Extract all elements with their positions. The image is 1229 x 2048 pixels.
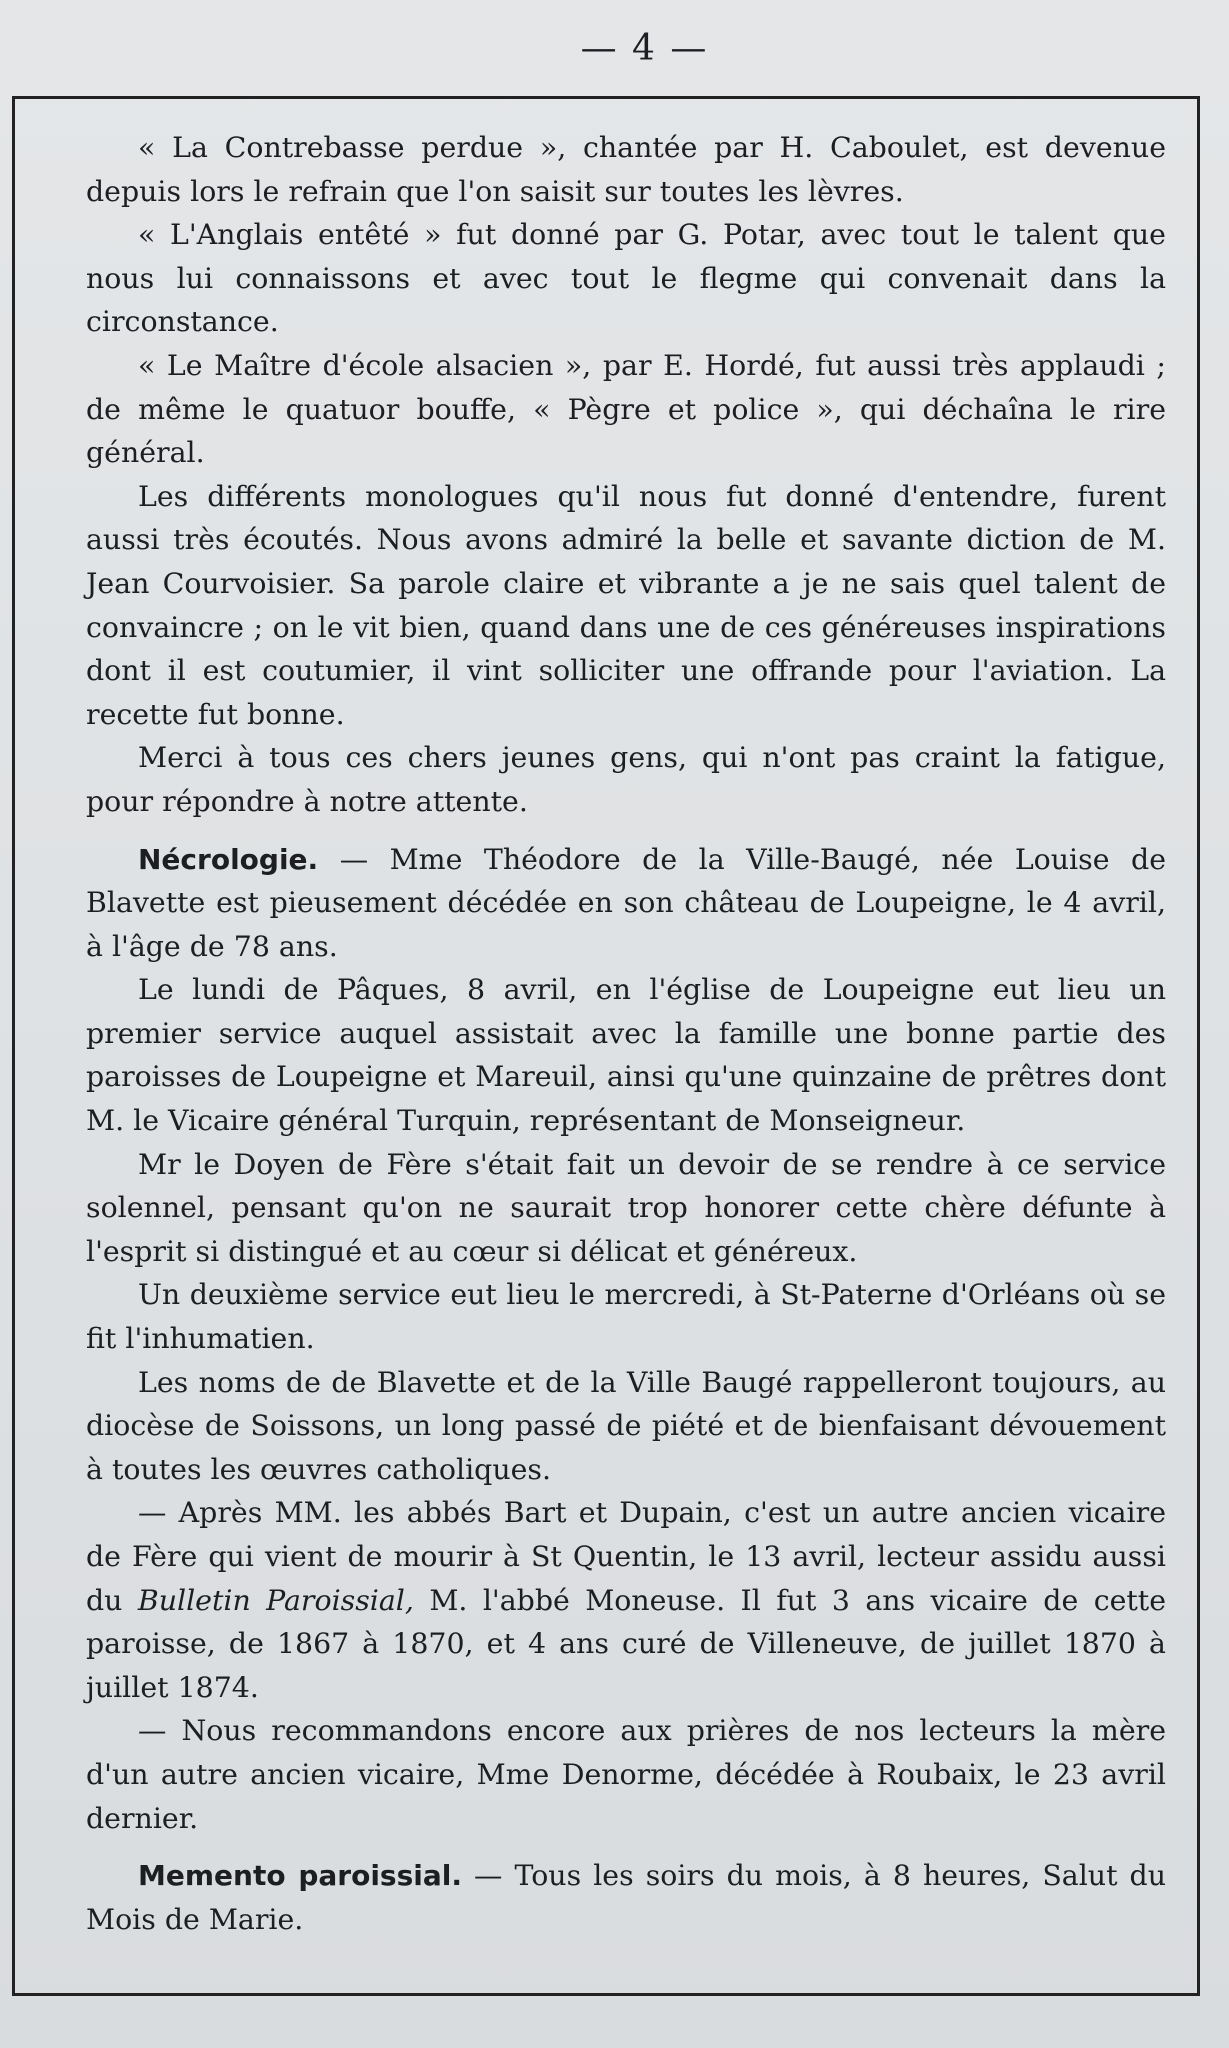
paragraph-contrebasse: « La Contrebasse perdue », chantée par H. Caboulet, est devenue depuis lors le refrain que l'on saisit sur toutes les lèvres.: [86, 131, 1166, 208]
paragraph-merci: Merci à tous ces chers jeunes gens, qui n'ont pas craint la fatigue, pour répondre à notre attente.: [86, 741, 1166, 818]
page-number: — 4 —: [580, 28, 709, 69]
paragraph-moneuse: [86, 1491, 1166, 1709]
paragraph-denorme: — Nous recommandons encore aux prières de nos lecteurs la mère d'un autre ancien vicaire, Mme Denorme, décédée à Roubaix, le 23 avril dernier.: [86, 1714, 1166, 1835]
paragraph-memento: [86, 1854, 1166, 1941]
paragraph-maitre-ecole: « Le Maître d'école alsacien », par E. Hordé, fut aussi très applaudi ; de même le quatuor bouffe, « Pègre et police », qui déchaîna le rire général.: [86, 348, 1166, 470]
paragraph-monologues: Les différents monologues qu'il nous fut donné d'entendre, furent aussi très écoutés. Nous avons admiré la belle et savante diction de M. Jean Courvoisier. Sa parole claire et vibrante a je ne sais quel talent de convaincre ; on le vit bien, quand dans une de ces généreuses inspirations dont il est coutumier, il vint solliciter une offrande pour l'aviation. La recette fut bonne.: [86, 479, 1166, 731]
paragraph-lundi-paques: Le lundi de Pâques, 8 avril, en l'église de Loupeigne eut lieu un premier service auquel assistait avec la famille une bonne partie des paroisses de Loupeigne et Mareuil, ainsi qu'une quinzaine de prêtres dont M. le Vicaire général Turquin, représentant de Monseigneur.: [86, 973, 1166, 1138]
necrologie-text: — Mme Théodore de la Ville-Baugé, née Louise de Blavette est pieusement décédée en son château de Loupeigne, le 4 avril, à l'âge de 78 ans.: [86, 842, 1166, 963]
paragraph-doyen: Mr le Doyen de Fère s'était fait un devoir de se rendre à ce service solennel, pensant qu'on ne saurait trop honorer cette chère défunte à l'esprit si distingué et au cœur si délicat et généreux.: [86, 1147, 1166, 1268]
moneuse-text-before: — Après MM. les abbés Bart et Dupain, c'est un autre ancien vicaire de Fère qui vient de mourir à St Quentin, le 13 avril, lecteur assidu aussi du: [86, 1496, 1166, 1617]
memento-heading: Memento paroissial.: [138, 1859, 462, 1893]
paragraph-noms: Les noms de de Blavette et de la Ville Baugé rappelleront toujours, au diocèse de Soissons, un long passé de piété et de bienfaisant dévouement à toutes les œuvres catholiques.: [86, 1365, 1166, 1486]
article-body: [86, 126, 1166, 1941]
bulletin-title: Bulletin Paroissial,: [137, 1583, 414, 1617]
paragraph-necrologie: [86, 838, 1166, 969]
memento-text: — Tous les soirs du mois, à 8 heures, Salut du Mois de Marie.: [86, 1859, 1166, 1936]
paragraph-deuxieme-service: Un deuxième service eut lieu le mercredi, à St-Paterne d'Orléans où se fit l'inhumatien.: [86, 1278, 1166, 1356]
paragraph-anglais: « L'Anglais entêté » fut donné par G. Potar, avec tout le talent que nous lui connaissons et avec tout le flegme qui convenait dans la circonstance.: [86, 218, 1166, 339]
necrologie-heading: Nécrologie.: [138, 842, 319, 876]
moneuse-text-after: M. l'abbé Moneuse. Il fut 3 ans vicaire de cette paroisse, de 1867 à 1870, et 4 ans curé de Villeneuve, de juillet 1870 à juillet 1874.: [86, 1583, 1167, 1704]
